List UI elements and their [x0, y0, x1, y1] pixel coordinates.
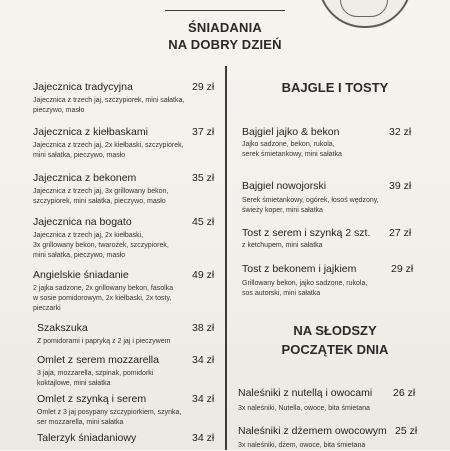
- desc-line: Omlet z 3 jaj posypany szczypiorkiem, szynka,: [37, 409, 182, 416]
- item-desc: [33, 187, 168, 207]
- item-name: Jajecznica na bogato: [33, 216, 132, 228]
- item-name: Naleśniki z nutellą i owocami: [238, 387, 373, 399]
- column-divider: [225, 66, 227, 450]
- item-desc: [238, 404, 370, 414]
- desc-line: serek śmietankowy, mini sałatka: [242, 151, 342, 158]
- item-desc: [33, 284, 173, 314]
- desc-line: koktajlowe, mini sałatka: [37, 380, 111, 387]
- desc-line: Jajecznica z trzech jaj, 2x kiełbaski,: [33, 232, 144, 239]
- item-desc: [242, 241, 323, 251]
- item-price: 34 zł: [192, 432, 215, 444]
- section-title-line: POCZĄTEK DNIA: [281, 342, 389, 357]
- desc-line: Jajecznica z trzech jaj, 2x kiełbaski, szczypiorek,: [33, 142, 184, 149]
- desc-line: 3x naleśniki, dżem, owoce, bita śmietana: [238, 442, 366, 449]
- item-price: 39 zł: [389, 180, 412, 192]
- desc-line: 2 jajka sadzone, 2x grillowany bekon, fasolka: [33, 285, 174, 292]
- item-price: 34 zł: [192, 393, 215, 405]
- desc-line: Jajko sadzone, bekon, rukola,: [242, 141, 335, 148]
- item-desc: [242, 140, 342, 160]
- desc-line: sos autorski, mini sałatka: [242, 290, 321, 297]
- desc-line: Z pomidorami i papryką z 2 jaj i pieczywem: [37, 338, 171, 345]
- item-name: Talerzyk śniadaniowy: [37, 432, 137, 444]
- item-price: 49 zł: [192, 269, 215, 281]
- desc-line: Grillowany bekon, jajko sadzone, rukola,: [242, 280, 368, 287]
- item-price: 29 zł: [391, 263, 414, 275]
- item-desc: [37, 408, 181, 428]
- item-desc: [33, 231, 169, 261]
- desc-line: Jajecznica z trzech jaj, szczypiorek, mini sałatka,: [33, 97, 185, 104]
- item-name: Jajecznica z bekonem: [33, 172, 137, 184]
- item-name: Jajecznica tradycyjna: [33, 81, 133, 93]
- desc-line: w sosie pomidorowym, 2x kiełbaski, 2x tosty,: [33, 295, 172, 302]
- item-name: Naleśniki z dżemem owocowym: [238, 425, 387, 437]
- item-desc: [37, 337, 170, 347]
- item-desc: [37, 369, 153, 389]
- desc-line: mini sałatka, pieczywo, masło: [33, 252, 126, 259]
- item-desc: [33, 96, 184, 116]
- section-title-sweet: [245, 321, 425, 359]
- desc-line: ser mozzarella, mini sałatka: [37, 419, 124, 426]
- desc-line: szczypiorek, mini sałatka, pieczywo, masło: [33, 198, 166, 205]
- item-name: Omlet z serem mozzarella: [37, 354, 159, 366]
- desc-line: 3x naleśniki, Nutella, owoce, bita śmietana: [238, 405, 370, 412]
- item-price: 34 zł: [192, 354, 215, 366]
- item-desc: [33, 141, 184, 161]
- item-name: Bajgiel jajko & bekon: [242, 126, 340, 138]
- item-name: Jajecznica z kiełbaskami: [33, 126, 148, 138]
- item-price: 29 zł: [192, 81, 215, 93]
- item-price: 27 zł: [389, 227, 412, 239]
- item-price: 38 zł: [192, 322, 215, 334]
- item-desc: [242, 279, 367, 299]
- item-name: Szakszuka: [37, 322, 88, 334]
- desc-line: pieczywo, masło: [33, 107, 85, 114]
- page-title-line1: ŚNIADANIA: [187, 20, 263, 35]
- item-name: Bajgiel nowojorski: [242, 180, 327, 192]
- item-price: 25 zł: [395, 425, 418, 437]
- item-desc: [242, 196, 379, 216]
- desc-line: mini sałatka, pieczywo, masło: [33, 152, 126, 159]
- section-title-line: NA SŁODSZY: [293, 323, 377, 338]
- desc-line: z ketchupem, mini sałatka: [242, 242, 323, 249]
- desc-line: Jajecznica z trzech jaj, 3x grillowany bekon,: [33, 188, 169, 195]
- item-price: 37 zł: [192, 126, 215, 138]
- section-title-bagels: BAJGLE I TOSTY: [281, 80, 389, 95]
- item-name: Tost z serem i szynką 2 szt.: [242, 227, 371, 239]
- item-price: 45 zł: [192, 216, 215, 228]
- item-name: Omlet z szynką i serem: [37, 393, 147, 405]
- desc-line: pieczarki: [33, 305, 61, 312]
- desc-line: 3 jaja, mozzarella, szpinak, pomidorki: [37, 370, 154, 377]
- item-name: Angielskie śniadanie: [33, 269, 129, 281]
- page-title-line2: NA DOBRY DZIEŃ: [168, 37, 282, 52]
- desc-line: świeży koper, mini sałatka: [242, 207, 323, 214]
- top-rule: [165, 10, 285, 11]
- item-price: 26 zł: [393, 387, 416, 399]
- item-price: 32 zł: [389, 126, 412, 138]
- desc-line: 3x grillowany bekon, twarożek, szczypiorek,: [33, 242, 169, 249]
- item-name: Tost z bekonem i jajkiem: [242, 263, 357, 275]
- item-price: 35 zł: [192, 172, 215, 184]
- desc-line: Serek śmietankowy, ogórek, łosoś wędzony,: [242, 197, 379, 204]
